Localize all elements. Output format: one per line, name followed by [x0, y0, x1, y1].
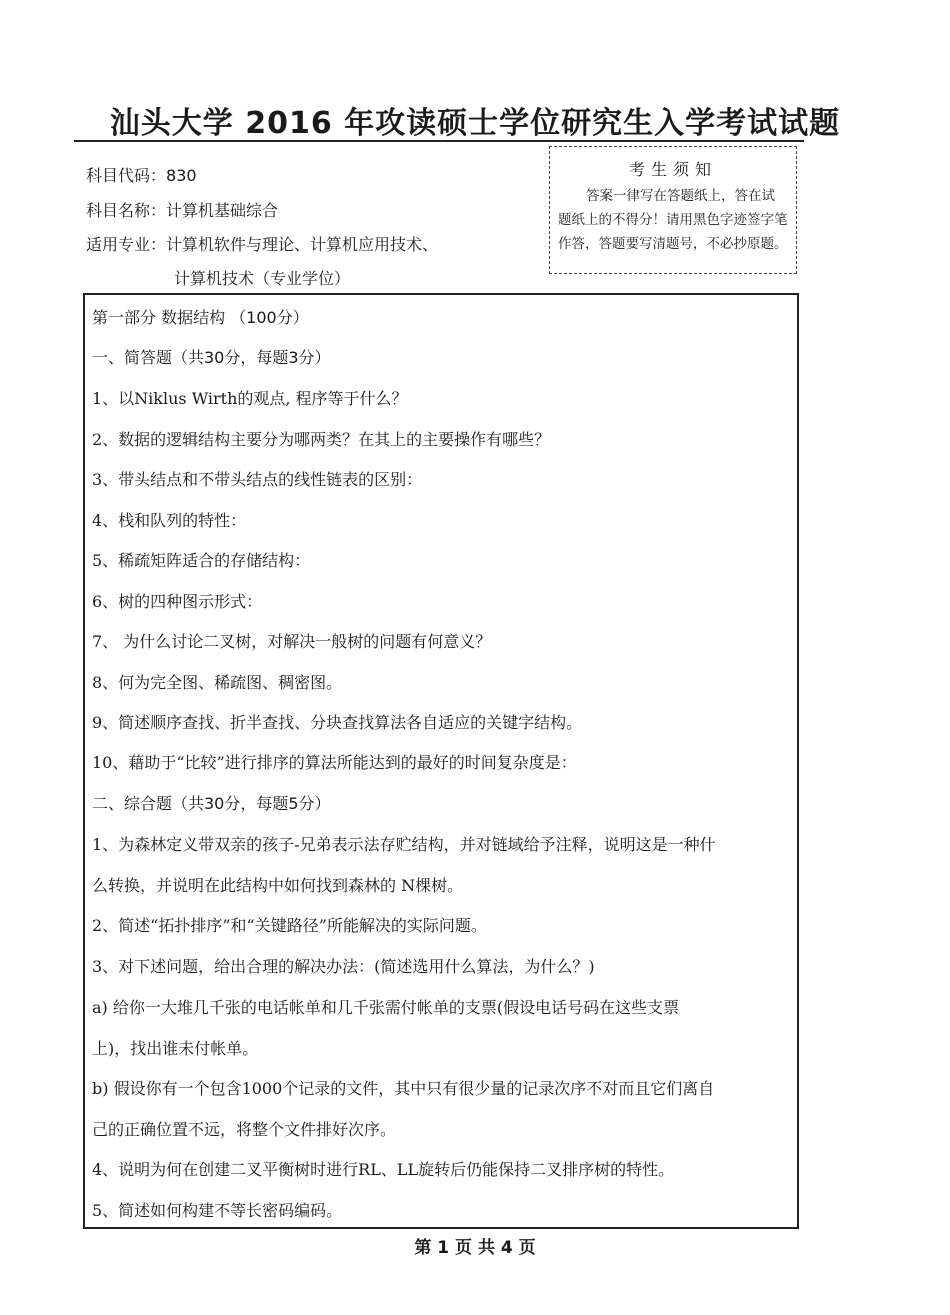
question-line: 么转换，并说明在此结构中如何找到森林的 N棵树。 [92, 876, 464, 895]
question-line: 7、 为什么讨论二叉树，对解决一般树的问题有何意义？ [92, 632, 492, 651]
part-heading: 二、综合题（共30分，每题5分） [92, 794, 331, 813]
candidate-notice-box [549, 146, 797, 274]
title-rule [74, 140, 804, 142]
subject-code-row [86, 163, 197, 186]
question-line: 2、数据的逻辑结构主要分为哪两类？在其上的主要操作有哪些？ [92, 430, 551, 449]
question-line: 6、树的四种图示形式： [92, 592, 263, 611]
question-line: 9、简述顺序查找、折半查找、分块查找算法各自适应的关键字结构。 [92, 713, 583, 732]
question-line: 3、带头结点和不带头结点的线性链表的区别： [92, 470, 423, 489]
question-line: 己的正确位置不远，将整个文件排好次序。 [92, 1120, 397, 1139]
question-line: 1、以Niklus Wirth的观点, 程序等于什么？ [92, 389, 408, 408]
question-line: 5、简述如何构建不等长密码编码。 [92, 1201, 343, 1220]
exam-title: 汕头大学 2016 年攻读硕士学位研究生入学考试试题 [109, 106, 841, 141]
question-line: 2、简述“拓扑排序”和“关键路径”所能解决的实际问题。 [92, 916, 487, 935]
notice-title: 考生须知 [628, 160, 717, 179]
question-line: b) 假设你有一个包含1000个记录的文件，其中只有很少量的记录次序不对而且它们离自 [92, 1079, 715, 1098]
question-line: 8、何为完全图、稀疏图、稠密图。 [92, 673, 343, 692]
question-line: 4、说明为何在创建二叉平衡树时进行RL、LL旋转后仍能保持二叉排序树的特性。 [92, 1160, 675, 1179]
question-line: 3、对下述问题，给出合理的解决办法：(简述选用什么算法，为什么？) [92, 957, 595, 976]
majors-line2: 计算机技术（专业学位） [174, 269, 351, 288]
question-line: 1、为森林定义带双亲的孩子-兄弟表示法存贮结构，并对链域给予注释，说明这是一种什 [92, 835, 716, 854]
subject-name: 计算机基础综合 [166, 201, 279, 220]
subject-name-row [86, 198, 278, 221]
question-line: 5、稀疏矩阵适合的存储结构： [92, 551, 311, 570]
question-line: 上)，找出谁未付帐单。 [92, 1039, 259, 1058]
majors-line1: 计算机软件与理论、计算机应用技术、 [166, 235, 439, 254]
question-line: a) 给你一大堆几千张的电话帐单和几千张需付帐单的支票(假设电话号码在这些支票 [92, 998, 680, 1017]
question-line: 10、藉助于“比较”进行排序的算法所能达到的最好的时间复杂度是： [92, 753, 577, 772]
subject-code-label: 科目代码： [86, 166, 167, 185]
part-heading: 一、简答题（共30分，每题3分） [92, 348, 331, 367]
page-number: 第 1 页 共 4 页 [414, 1238, 536, 1258]
subject-code: 830 [166, 166, 197, 185]
notice-body: 答案一律写在答题纸上，答在试题纸上的不得分！请用黑色字迹签字笔作答，答题要写清题号，不必抄原题。 [558, 188, 788, 252]
section-heading: 第一部分 数据结构 （100分） [92, 308, 309, 327]
subject-name-label: 科目名称： [86, 201, 167, 220]
majors-row [86, 232, 438, 255]
question-line: 4、栈和队列的特性： [92, 511, 247, 530]
majors-label: 适用专业： [86, 235, 167, 254]
